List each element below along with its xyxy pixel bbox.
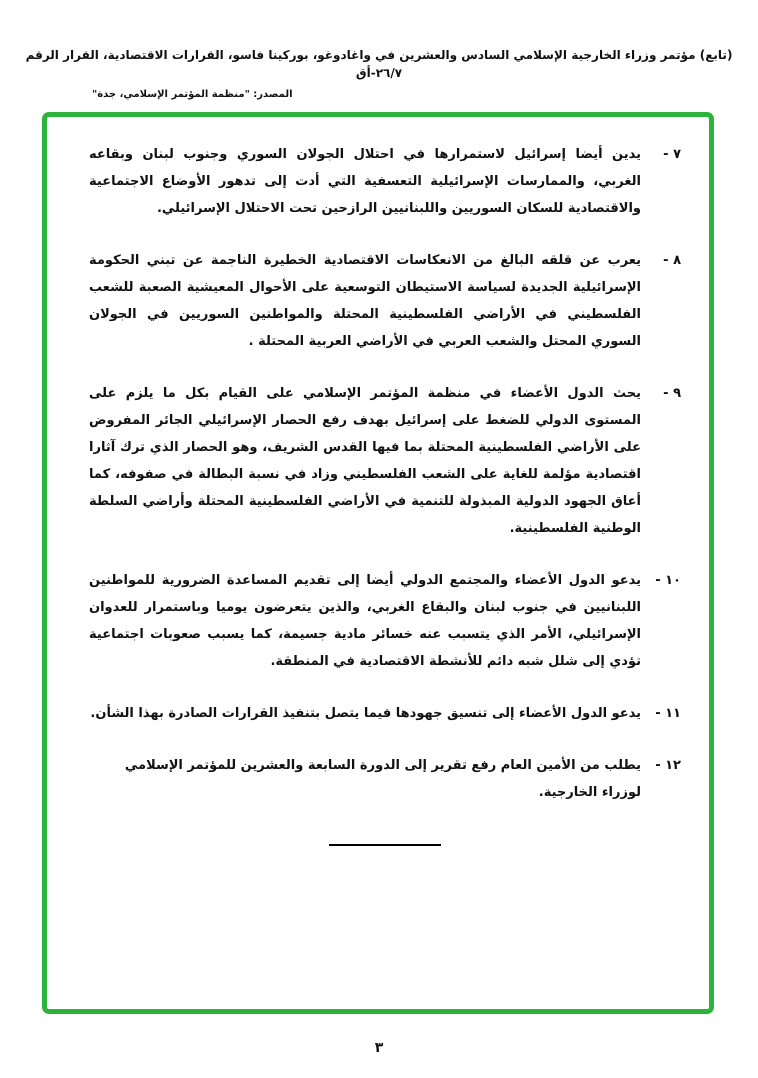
resolution-item-9 xyxy=(89,380,681,542)
resolution-items xyxy=(89,141,681,806)
item-body: الدول الأعضاء إلى تنسيق جهودها فيما يتصل بتنفيذ القرارات الصادرة بهذا الشأن. xyxy=(90,706,608,721)
resolution-item-8 xyxy=(89,247,681,355)
document-header xyxy=(0,0,758,100)
content-border-box xyxy=(42,112,714,1014)
end-of-document-divider xyxy=(329,844,441,846)
resolution-item-11 xyxy=(89,700,681,727)
resolution-item-10 xyxy=(89,567,681,675)
resolution-item-7 xyxy=(89,141,681,222)
item-text xyxy=(89,380,641,542)
item-text xyxy=(89,247,641,355)
header-title: (تابع) مؤتمر وزراء الخارجية الإسلامي السادس والعشرين في واغادوغو، بوركينا فاسو، القرارات الاقتصادية، القرار الرقم ٢٦/٧-أق xyxy=(25,48,733,80)
item-text xyxy=(89,752,641,806)
item-lead-word: يدعو xyxy=(611,706,641,721)
item-lead-word: يدعو xyxy=(611,573,642,588)
item-body: إسرائيل لاستمرارها في احتلال الجولان السوري وجنوب لبنان وبقاعه الغربي، والممارسات الإسرائيلية التعسفية التي أدت إلى تدهور الأوضاع الاجتماعية والاقتصادية للسكان السوريين واللبنانيين الرازحين تحت الاحتلال الإسرائيلي. xyxy=(89,147,641,216)
item-lead-word: يحث xyxy=(613,386,642,401)
item-body: من الأمين العام رفع تقرير إلى الدورة السابعة والعشرين للمؤتمر الإسلامي لوزراء الخارجية. xyxy=(124,758,641,800)
item-number: ١٢ - xyxy=(655,758,681,773)
item-lead-word: يعرب xyxy=(607,253,641,268)
item-number: ٨ - xyxy=(663,253,681,268)
item-number: ٧ - xyxy=(663,147,681,162)
item-text xyxy=(89,141,641,222)
header-source: المصدر: "منظمة المؤتمر الإسلامي، جدة" xyxy=(92,89,293,100)
item-number: ١١ - xyxy=(655,706,681,721)
item-body: عن قلقه البالغ من الانعكاسات الاقتصادية الخطيرة الناجمة عن تبني الحكومة الإسرائيلية الجديدة لسياسة الاستيطان التوسعية على الأحوال المعيشية الصعبة للشعب الفلسطيني في الأراضي الفلسطينية المحتلة والمواطنين السوريين في الجولان السوري المحتل والشعب العربي في الأراضي العربية المحتلة . xyxy=(89,253,641,349)
item-body: الدول الأعضاء في منظمة المؤتمر الإسلامي على القيام بكل ما يلزم على المستوى الدولي للضغط على إسرائيل بهدف رفع الحصار الإسرائيلي الجائر المفروض على الأراضي الفلسطينية المحتلة بما فيها القدس الشريف، وهو الحصار الذي ترك آثارا اقتصادية مؤلمة للغاية على الشعب الفلسطيني وزاد في نسبة البطالة في صفوفه، كما أعاق الجهود الدولية المبذولة للتنمية في الأراضي الفلسطينية المحتلة وأراضي السلطة الوطنية الفلسطينية. xyxy=(89,386,641,536)
resolution-item-12 xyxy=(89,752,681,806)
item-number: ٩ - xyxy=(663,386,681,401)
page-number: ٣ xyxy=(374,1040,384,1056)
item-text xyxy=(89,700,641,727)
item-lead-word: يدين أيضا xyxy=(575,147,642,162)
item-text xyxy=(89,567,641,675)
item-body: الدول الأعضاء والمجتمع الدولي أيضا إلى تقديم المساعدة الضرورية للمواطنين اللبنانيين في جنوب لبنان والبقاع الغربي، والذين يتعرضون يوميا وباستمرار للعدوان الإسرائيلي، الأمر الذي يتسبب عنه خسائر مادية جسيمة، كما يسبب صعوبات اجتماعية تؤدي إلى شلل شبه دائم للأنشطة الاقتصادية في المنطقة. xyxy=(89,573,641,669)
item-number: ١٠ - xyxy=(655,573,681,588)
item-lead-word: يطلب xyxy=(604,758,641,773)
